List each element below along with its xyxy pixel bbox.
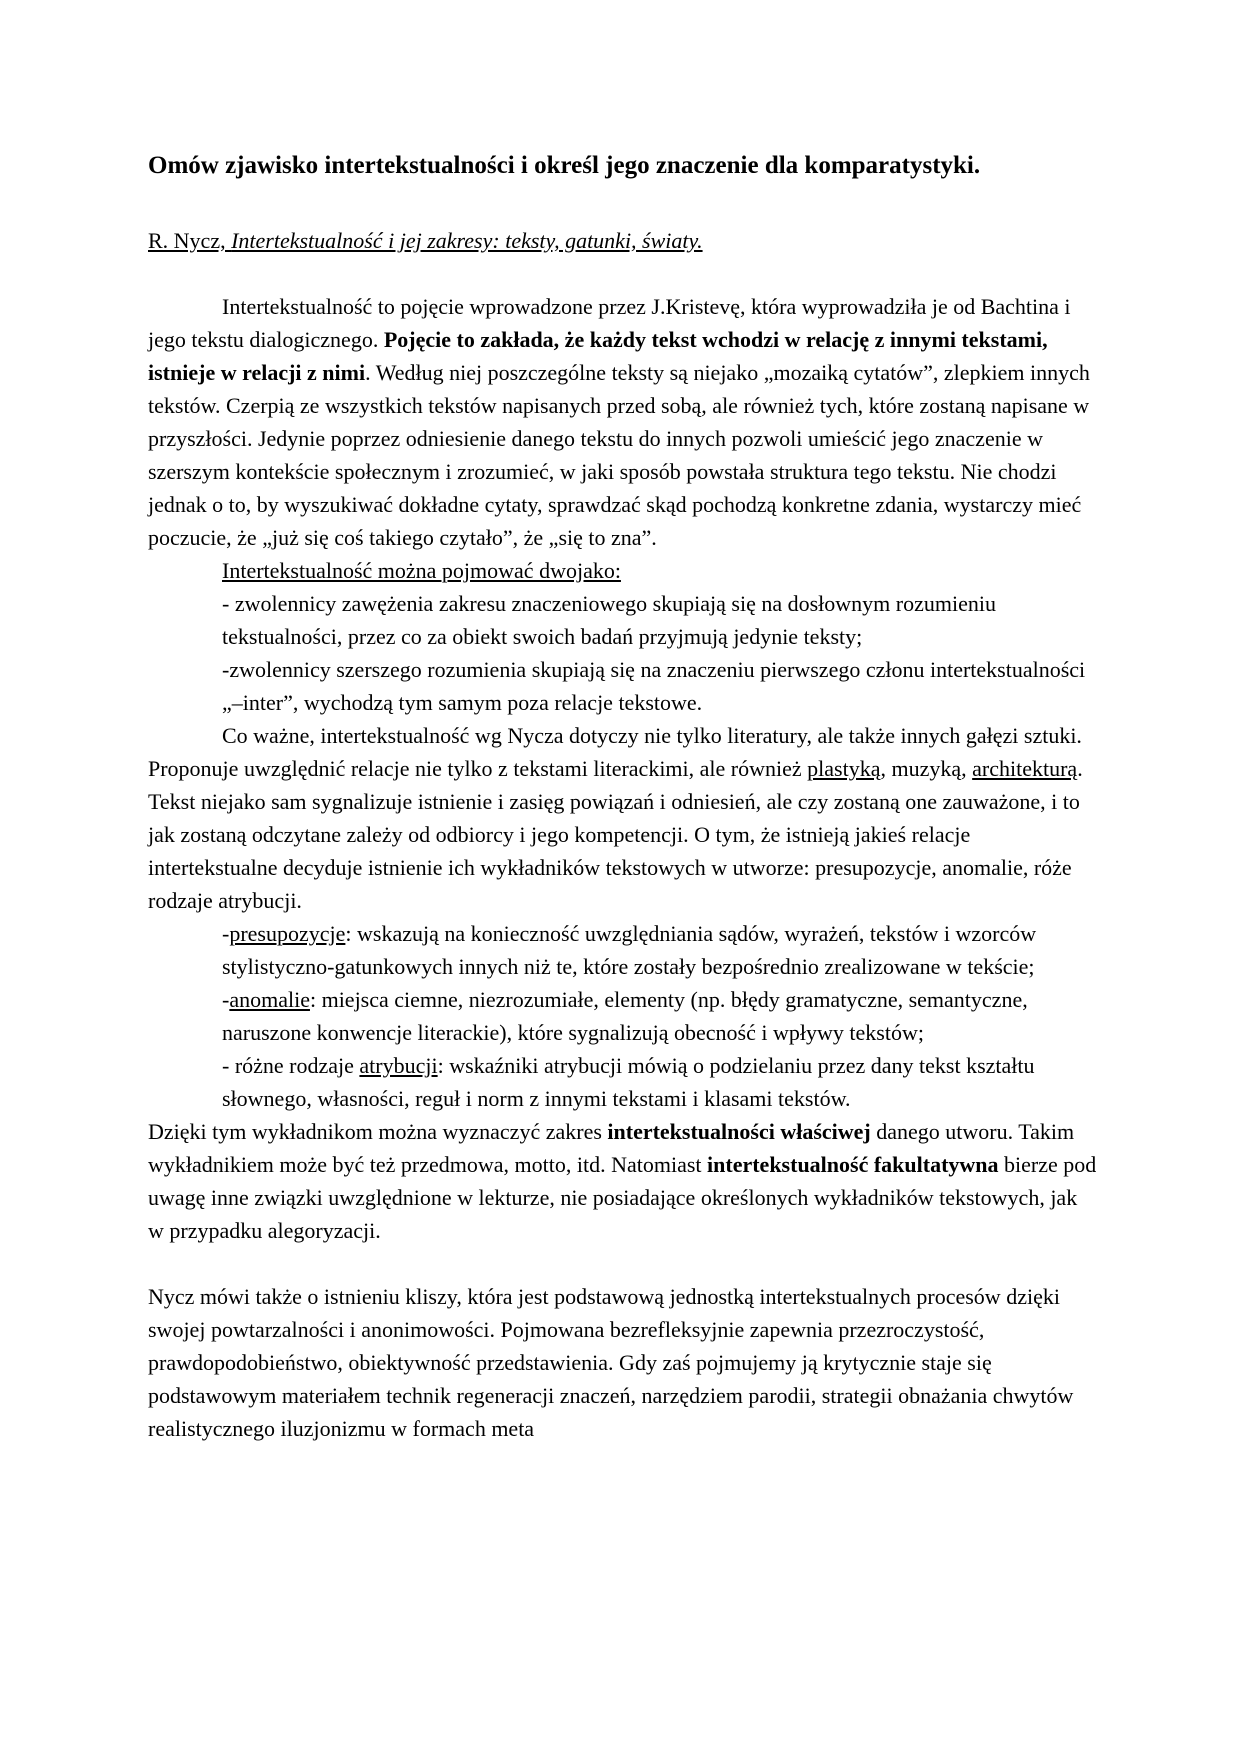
underlined-term: anomalie: [229, 987, 310, 1012]
list-item: -zwolennicy szerszego rozumienia skupiają się na znaczeniu pierwszego członu intertekstualności „–inter”, wychodzą tym samym poza relacje tekstowe.: [222, 657, 1086, 715]
text-run: Intertekstualność to pojęcie wprowadzone przez J.Kristevę, która wyprowadziła je od Bachtina i jego tekstu dialogicznego.: [148, 294, 1071, 352]
text-run: - różne rodzaje: [222, 1053, 360, 1078]
paragraph-intro: [148, 290, 1098, 554]
text-run: bierze pod uwagę inne związki uwzględnione w lekturze, nie posiadające określonych wykładników tekstowych, jak w przypadku alegoryzacji.: [148, 1152, 1097, 1243]
list-item: - zwolennicy zawężenia zakresu znaczeniowego skupiają się na dosłownym rozumieniu tekstualności, przez co za obiekt swoich badań przyjmują jedynie teksty;: [222, 591, 996, 649]
text-run: : miejsca ciemne, niezrozumiałe, elementy (np. błędy gramatyczne, semantyczne, naruszone konwencje literackie), które sygnalizują obecność i wpływy tekstów;: [222, 987, 1028, 1045]
list-item-atrybucja: [148, 1049, 1098, 1115]
paragraph-heading: [148, 554, 1098, 587]
text-run: . Tekst niejako sam sygnalizuje istnienie i zasięg powiązań i odniesień, ale czy zostaną one zauważone, i to jak zostaną odczytane zależy od odbiorcy i jego kompetencji. O tym, że istnieją jakieś relacje intertekstualne decyduje istnienie ich wykładników tekstowych w utworze: presupozycje, anomalie, róże rodzaje atrybucji.: [148, 756, 1083, 913]
source-work: Intertekstualność i jej zakresy: teksty, gatunki, światy.: [231, 228, 703, 253]
list-item-presupozycje: [148, 917, 1098, 983]
underlined-term: atrybucji: [359, 1053, 438, 1078]
text-run: Co ważne, intertekstualność wg Nycza dotyczy nie tylko literatury, ale także innych gałęzi sztuki. Proponuje uwzględnić relacje nie tylko z tekstami literackimi, ale również: [148, 723, 1082, 781]
text-run: Dzięki tym wykładnikom można wyznaczyć zakres: [148, 1119, 608, 1144]
text-run: , muzyką,: [880, 756, 973, 781]
bold-run: Pojęcie to zakłada, że każdy tekst wchodzi w relację z innymi tekstami, istnieje w relacji z nimi: [148, 327, 1048, 385]
document-page: [148, 146, 1098, 1445]
source-author: R. Nycz,: [148, 228, 232, 253]
text-run: . Według niej poszczególne teksty są niejako „mozaiką cytatów”, zlepkiem innych tekstów. Czerpią ze wszystkich tekstów napisanych przed sobą, ale również tych, które zostaną napisane w przyszłości. Jedynie poprzez odniesienie danego tekstu do innych pozwoli umieścić jego znaczenie w szerszym kontekście społecznym i zrozumieć, w jaki sposób powstała struktura tego tekstu. Nie chodzi jednak o to, by wyszukiwać dokładne cytaty, sprawdzać skąd pochodzą konkretne zdania, wystarczy mieć poczucie, że „już się coś takiego czytało”, że „się to zna”.: [148, 360, 1090, 550]
underlined-run: plastyką: [807, 756, 881, 781]
spacer: [148, 257, 1098, 290]
paragraph-arts: [148, 719, 1098, 917]
document-title: Omów zjawisko intertekstualności i określ jego znaczenie dla komparatystyki.: [148, 152, 981, 179]
source-citation: [148, 224, 1098, 257]
text-run: -: [222, 987, 230, 1012]
bold-run: intertekstualność fakultatywna: [707, 1152, 999, 1177]
list-item-anomalie: [148, 983, 1098, 1049]
underlined-heading: Intertekstualność można pojmować dwojako:: [222, 558, 621, 583]
bold-run: intertekstualności właściwej: [607, 1119, 871, 1144]
text-run: : wskaźniki atrybucji mówią o podzielaniu przez dany tekst kształtu słownego, własności, reguł i norm z innymi tekstami i klasami tekstów.: [222, 1053, 1035, 1111]
text-run: danego utworu. Takim wykładnikiem może być też przedmowa, motto, itd. Natomiast: [148, 1119, 1075, 1177]
text-run: : wskazują na konieczność uwzględniania sądów, wyrażeń, tekstów i wzorców stylistyczno-gatunkowych innych niż te, które zostały bezpośrednio zrealizowane w tekście;: [222, 921, 1037, 979]
underlined-run: architekturą: [972, 756, 1078, 781]
paragraph-klisza: Nycz mówi także o istnieniu kliszy, która jest podstawową jednostką intertekstualnych procesów dzięki swojej powtarzalności i anonimowości. Pojmowana bezrefleksyjnie zapewnia przezroczystość, prawdopodobieństwo, obiektywność przedstawienia. Gdy zaś pojmujemy ją krytycznie staje się podstawowym materiałem technik regeneracji znaczeń, narzędziem parodii, strategii obnażania chwytów realistycznego iluzjonizmu w formach meta: [148, 1284, 1074, 1441]
text-run: -: [222, 921, 230, 946]
paragraph-exponents: [148, 1115, 1098, 1247]
underlined-term: presupozycje: [229, 921, 346, 946]
